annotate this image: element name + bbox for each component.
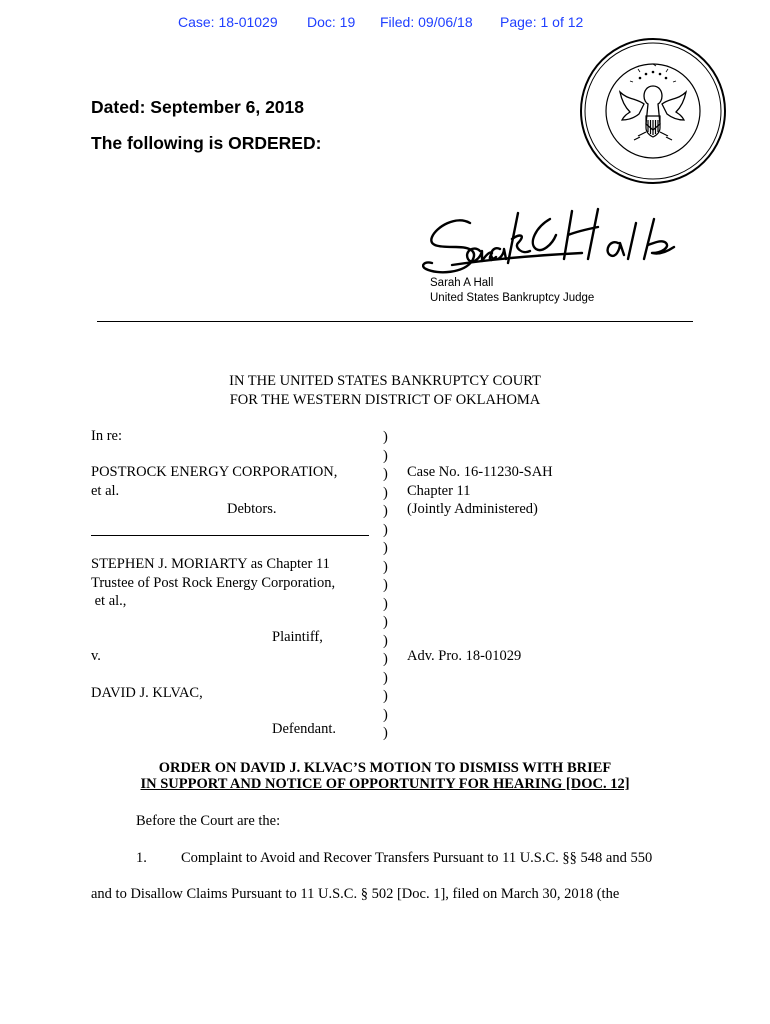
caption-defendant-name: DAVID J. KLVAC, <box>91 685 203 701</box>
body-intro: Before the Court are the: <box>136 813 281 829</box>
paren: ) <box>383 595 388 612</box>
paren: ) <box>383 558 388 575</box>
paren: ) <box>383 429 388 445</box>
caption-case-no: Case No. 16-11230-SAH <box>407 464 553 480</box>
caption-plaintiff-line-3: et al., <box>91 593 127 609</box>
caption-plaintiff-label: Plaintiff, <box>272 629 323 645</box>
order-title-line-2: IN SUPPORT AND NOTICE OF OPPORTUNITY FOR HEARING [DOC. 12] <box>140 776 630 792</box>
caption-in-re: In re: <box>91 428 122 444</box>
body-item-continuation: and to Disallow Claims Pursuant to 11 U.S.C. § 502 [Doc. 1], filed on March 30, 2018 (the <box>91 886 620 902</box>
paren: ) <box>383 651 388 667</box>
caption-adv-pro: Adv. Pro. 18-01029 <box>407 648 522 664</box>
caption-divider <box>91 535 369 536</box>
paren: ) <box>383 614 388 630</box>
paren: ) <box>383 706 388 723</box>
court-line-1: IN THE UNITED STATES BANKRUPTCY COURT <box>229 373 541 389</box>
ordered-line: The following is ORDERED: <box>91 133 322 153</box>
court-seal-icon <box>578 36 728 186</box>
caption-plaintiff-line-1: STEPHEN J. MORIARTY as Chapter 11 <box>91 556 330 572</box>
header-doc: Doc: 19 <box>307 14 356 30</box>
signature-divider <box>97 321 693 322</box>
order-title-line-1: ORDER ON DAVID J. KLVAC’S MOTION TO DISMISS WITH BRIEF <box>158 760 612 776</box>
caption-versus: v. <box>91 648 101 664</box>
caption-debtor-etal: et al. <box>91 483 120 499</box>
paren: ) <box>383 466 388 482</box>
paren: ) <box>383 725 388 741</box>
caption-chapter: Chapter 11 <box>407 483 471 499</box>
paren: ) <box>383 669 388 686</box>
court-line-2: FOR THE WESTERN DISTRICT OF OKLAHOMA <box>229 392 541 408</box>
paren: ) <box>383 632 388 649</box>
paren: ) <box>383 577 388 593</box>
caption-plaintiff-line-2: Trustee of Post Rock Energy Corporation, <box>91 575 336 591</box>
paren: ) <box>383 521 388 538</box>
filing-header <box>0 14 770 34</box>
paren: ) <box>383 447 388 464</box>
paren: ) <box>383 503 388 519</box>
paren: ) <box>383 484 388 501</box>
dated-line: Dated: September 6, 2018 <box>91 97 305 117</box>
signature-icon <box>422 205 684 280</box>
caption-defendant-label: Defendant. <box>272 721 337 737</box>
paren: ) <box>383 540 388 556</box>
judge-title: United States Bankruptcy Judge <box>430 292 595 304</box>
judge-name: Sarah A Hall <box>430 277 494 289</box>
caption-debtor-name: POSTROCK ENERGY CORPORATION, <box>91 464 338 480</box>
caption-debtors-label: Debtors. <box>227 501 277 517</box>
caption-jointly: (Jointly Administered) <box>407 501 538 517</box>
body-item-number: 1. <box>136 850 147 866</box>
body-item-text: Complaint to Avoid and Recover Transfers Pursuant to 11 U.S.C. §§ 548 and 550 <box>181 850 653 866</box>
header-page: Page: 1 of 12 <box>500 14 584 30</box>
caption-paren-column <box>383 428 393 743</box>
header-case: Case: 18-01029 <box>178 14 278 30</box>
paren: ) <box>383 688 388 704</box>
header-filed: Filed: 09/06/18 <box>380 14 473 30</box>
